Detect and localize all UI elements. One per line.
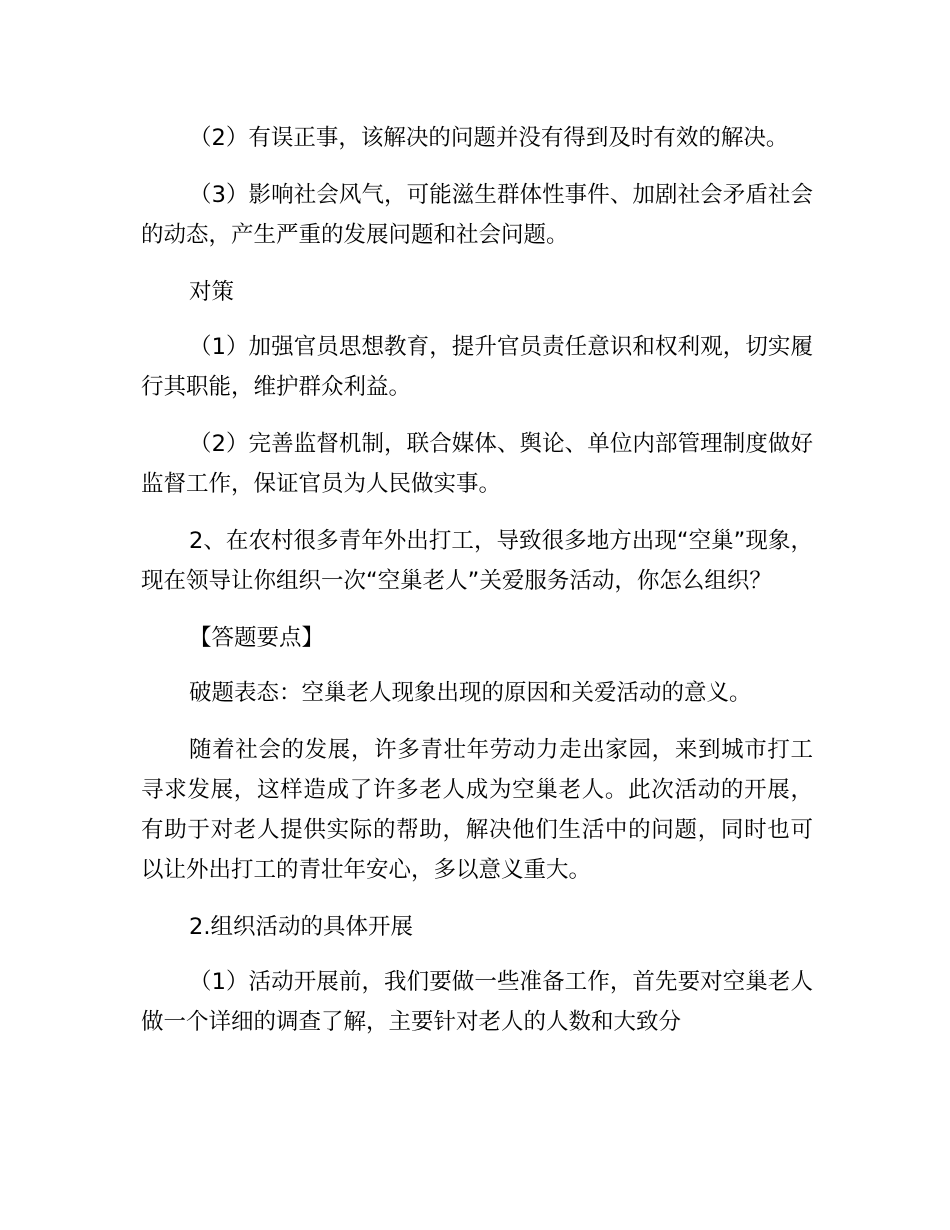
document-page [141,118,813,1059]
paragraph-question-2: 2、在农村很多青年外出打工，导致很多地方出现“空巢”现象，现在领导让你组织一次“空巢老人”关爱服务活动，你怎么组织？ [141,528,813,594]
paragraph-consequence-3: （3）影响社会风气，可能滋生群体性事件、加剧社会矛盾社会的动态，产生严重的发展问题和社会问题。 [141,182,813,248]
paragraph-consequence-2: （2）有误正事，该解决的问题并没有得到及时有效的解决。 [189,125,789,151]
paragraph-preparation: （1）活动开展前，我们要做一些准备工作，首先要对空巢老人做一个详细的调查了解，主要针对老人的人数和大致分 [141,969,813,1035]
section-heading-answer-points: 【答题要点】 [189,625,325,651]
paragraph-background: 随着社会的发展，许多青壮年劳动力走出家园，来到城市打工寻求发展，这样造成了许多老人成为空巢老人。此次活动的开展，有助于对老人提供实际的帮助，解决他们生活中的问题，同时也可以让外出打工的青壮年安心，多以意义重大。 [141,737,813,883]
section-heading-countermeasures: 对策 [189,279,235,305]
paragraph-opening-stance: 破题表态：空巢老人现象出现的原因和关爱活动的意义。 [189,680,752,706]
paragraph-countermeasure-2: （2）完善监督机制，联合媒体、舆论、单位内部管理制度做好监督工作，保证官员为人民做实事。 [141,431,813,497]
paragraph-countermeasure-1: （1）加强官员思想教育，提升官员责任意识和权利观，切实履行其职能，维护群众利益。 [141,334,813,400]
section-heading-organization: 2.组织活动的具体开展 [189,914,413,940]
